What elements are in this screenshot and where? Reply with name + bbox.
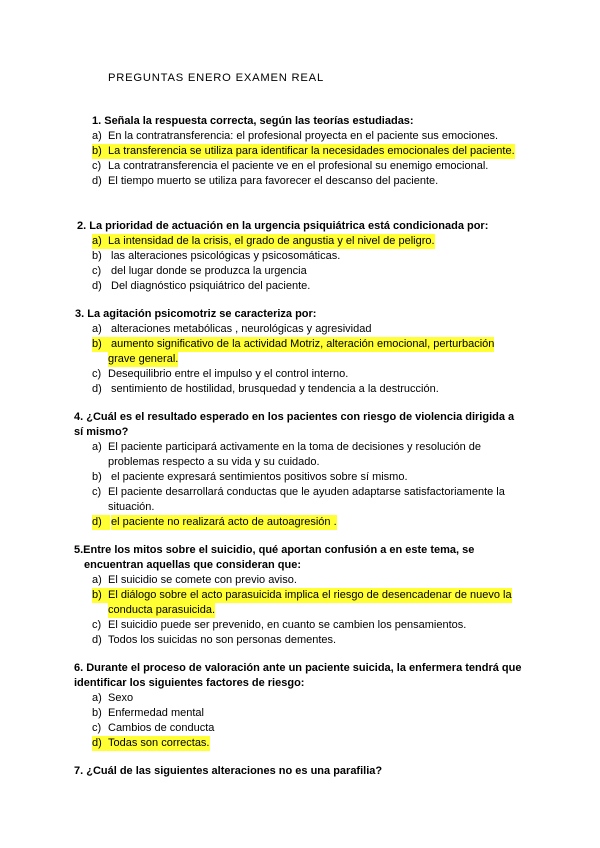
option-text-correct: aumento significativo de la actividad Motriz, alteración emocional, perturbación [108,337,494,352]
option-text-cont: problemas respecto a su vida y su cuidado. [108,456,320,468]
question-5-cont: encuentran aquellas que consideran que: [84,559,301,571]
option-text-cont: situación. [108,501,155,513]
option-text: El suicidio se comete con previo aviso. [108,574,297,586]
question-1: 1. Señala la respuesta correcta, según las teorías estudiadas: [92,115,414,127]
option-letter: b) [92,144,108,159]
option-letter: b) [92,250,102,262]
option-letter: c) [92,368,102,380]
question-4-cont: sí mismo? [74,426,129,438]
option-letter: c) [92,265,102,277]
option-letter: d) [92,515,110,530]
question-6: 6. Durante el proceso de valoración ante un paciente suicida, la enfermera tendrá que [74,662,522,674]
option-text: las alteraciones psicológicas y psicosomáticas. [111,250,341,262]
option-letter: a) [92,234,108,249]
option-text: Todos los suicidas no son personas dementes. [108,634,337,646]
option-text-correct: el paciente no realizará acto de autoagresión . [111,516,337,528]
option-letter: a) [92,323,102,335]
option-letter: d) [92,175,102,187]
document-title: PREGUNTAS ENERO EXAMEN REAL [108,72,324,84]
option-letter: a) [92,441,102,453]
question-4: 4. ¿Cuál es el resultado esperado en los pacientes con riesgo de violencia dirigida a [74,411,515,423]
option-letter: c) [92,160,102,172]
option-text-correct-cont: conducta parasuicida. [108,604,216,616]
option-text: El tiempo muerto se utiliza para favorecer el descanso del paciente. [108,175,439,187]
option-letter: c) [92,486,102,498]
option-text: El paciente participará activamente en la toma de decisiones y resolución de [108,441,481,453]
option-text: Del diagnóstico psiquiátrico del paciente. [111,280,311,292]
option-text: Desequilibrio entre el impulso y el control interno. [108,368,349,380]
option-text: el paciente expresará sentimientos positivos sobre sí mismo. [111,471,408,483]
option-text: La contratransferencia el paciente ve en el profesional su enemigo emocional. [108,160,489,172]
option-letter: d) [92,280,102,292]
option-text-correct: La intensidad de la crisis, el grado de angustia y el nivel de peligro. [108,235,435,247]
option-text-correct: El diálogo sobre el acto parasuicida implica el riesgo de desencadenar de nuevo la [108,589,512,601]
option-text: alteraciones metabólicas , neurológicas y agresividad [111,323,372,335]
option-letter: a) [92,130,102,142]
option-text: Enfermedad mental [108,707,204,719]
option-text: del lugar donde se produzca la urgencia [111,265,307,277]
option-text-correct: Todas son correctas. [108,737,210,749]
option-letter: b) [92,337,108,352]
question-7: 7. ¿Cuál de las siguientes alteraciones no es una parafilia? [74,765,383,777]
option-letter: c) [92,722,102,734]
question-3: 3. La agitación psicomotriz se caracteriza por: [75,308,317,320]
option-letter: a) [92,574,102,586]
option-letter: d) [92,634,102,646]
option-text-correct-cont: grave general. [108,353,179,365]
option-letter: b) [92,588,108,603]
option-letter: a) [92,692,102,704]
question-5: 5.Entre los mitos sobre el suicidio, qué aportan confusión a en este tema, se [74,544,475,556]
question-2: 2. La prioridad de actuación en la urgencia psiquiátrica está condicionada por: [77,220,489,232]
option-text: El paciente desarrollará conductas que le ayuden adaptarse satisfactoriamente la [108,486,505,498]
question-6-cont: identificar los siguientes factores de riesgo: [74,677,305,689]
option-text-correct: La transferencia se utiliza para identificar la necesidades emocionales del paciente. [108,145,515,157]
option-text: sentimiento de hostilidad, brusquedad y tendencia a la destrucción. [111,383,439,395]
option-letter: b) [92,707,102,719]
option-letter: b) [92,471,102,483]
option-text: El suicidio puede ser prevenido, en cuanto se cambien los pensamientos. [108,619,467,631]
option-text: Sexo [108,692,134,704]
option-letter: d) [92,736,108,751]
option-text: Cambios de conducta [108,722,215,734]
option-text: En la contratransferencia: el profesional proyecta en el paciente sus emociones. [108,130,499,142]
option-letter: d) [92,383,102,395]
option-letter: c) [92,619,102,631]
